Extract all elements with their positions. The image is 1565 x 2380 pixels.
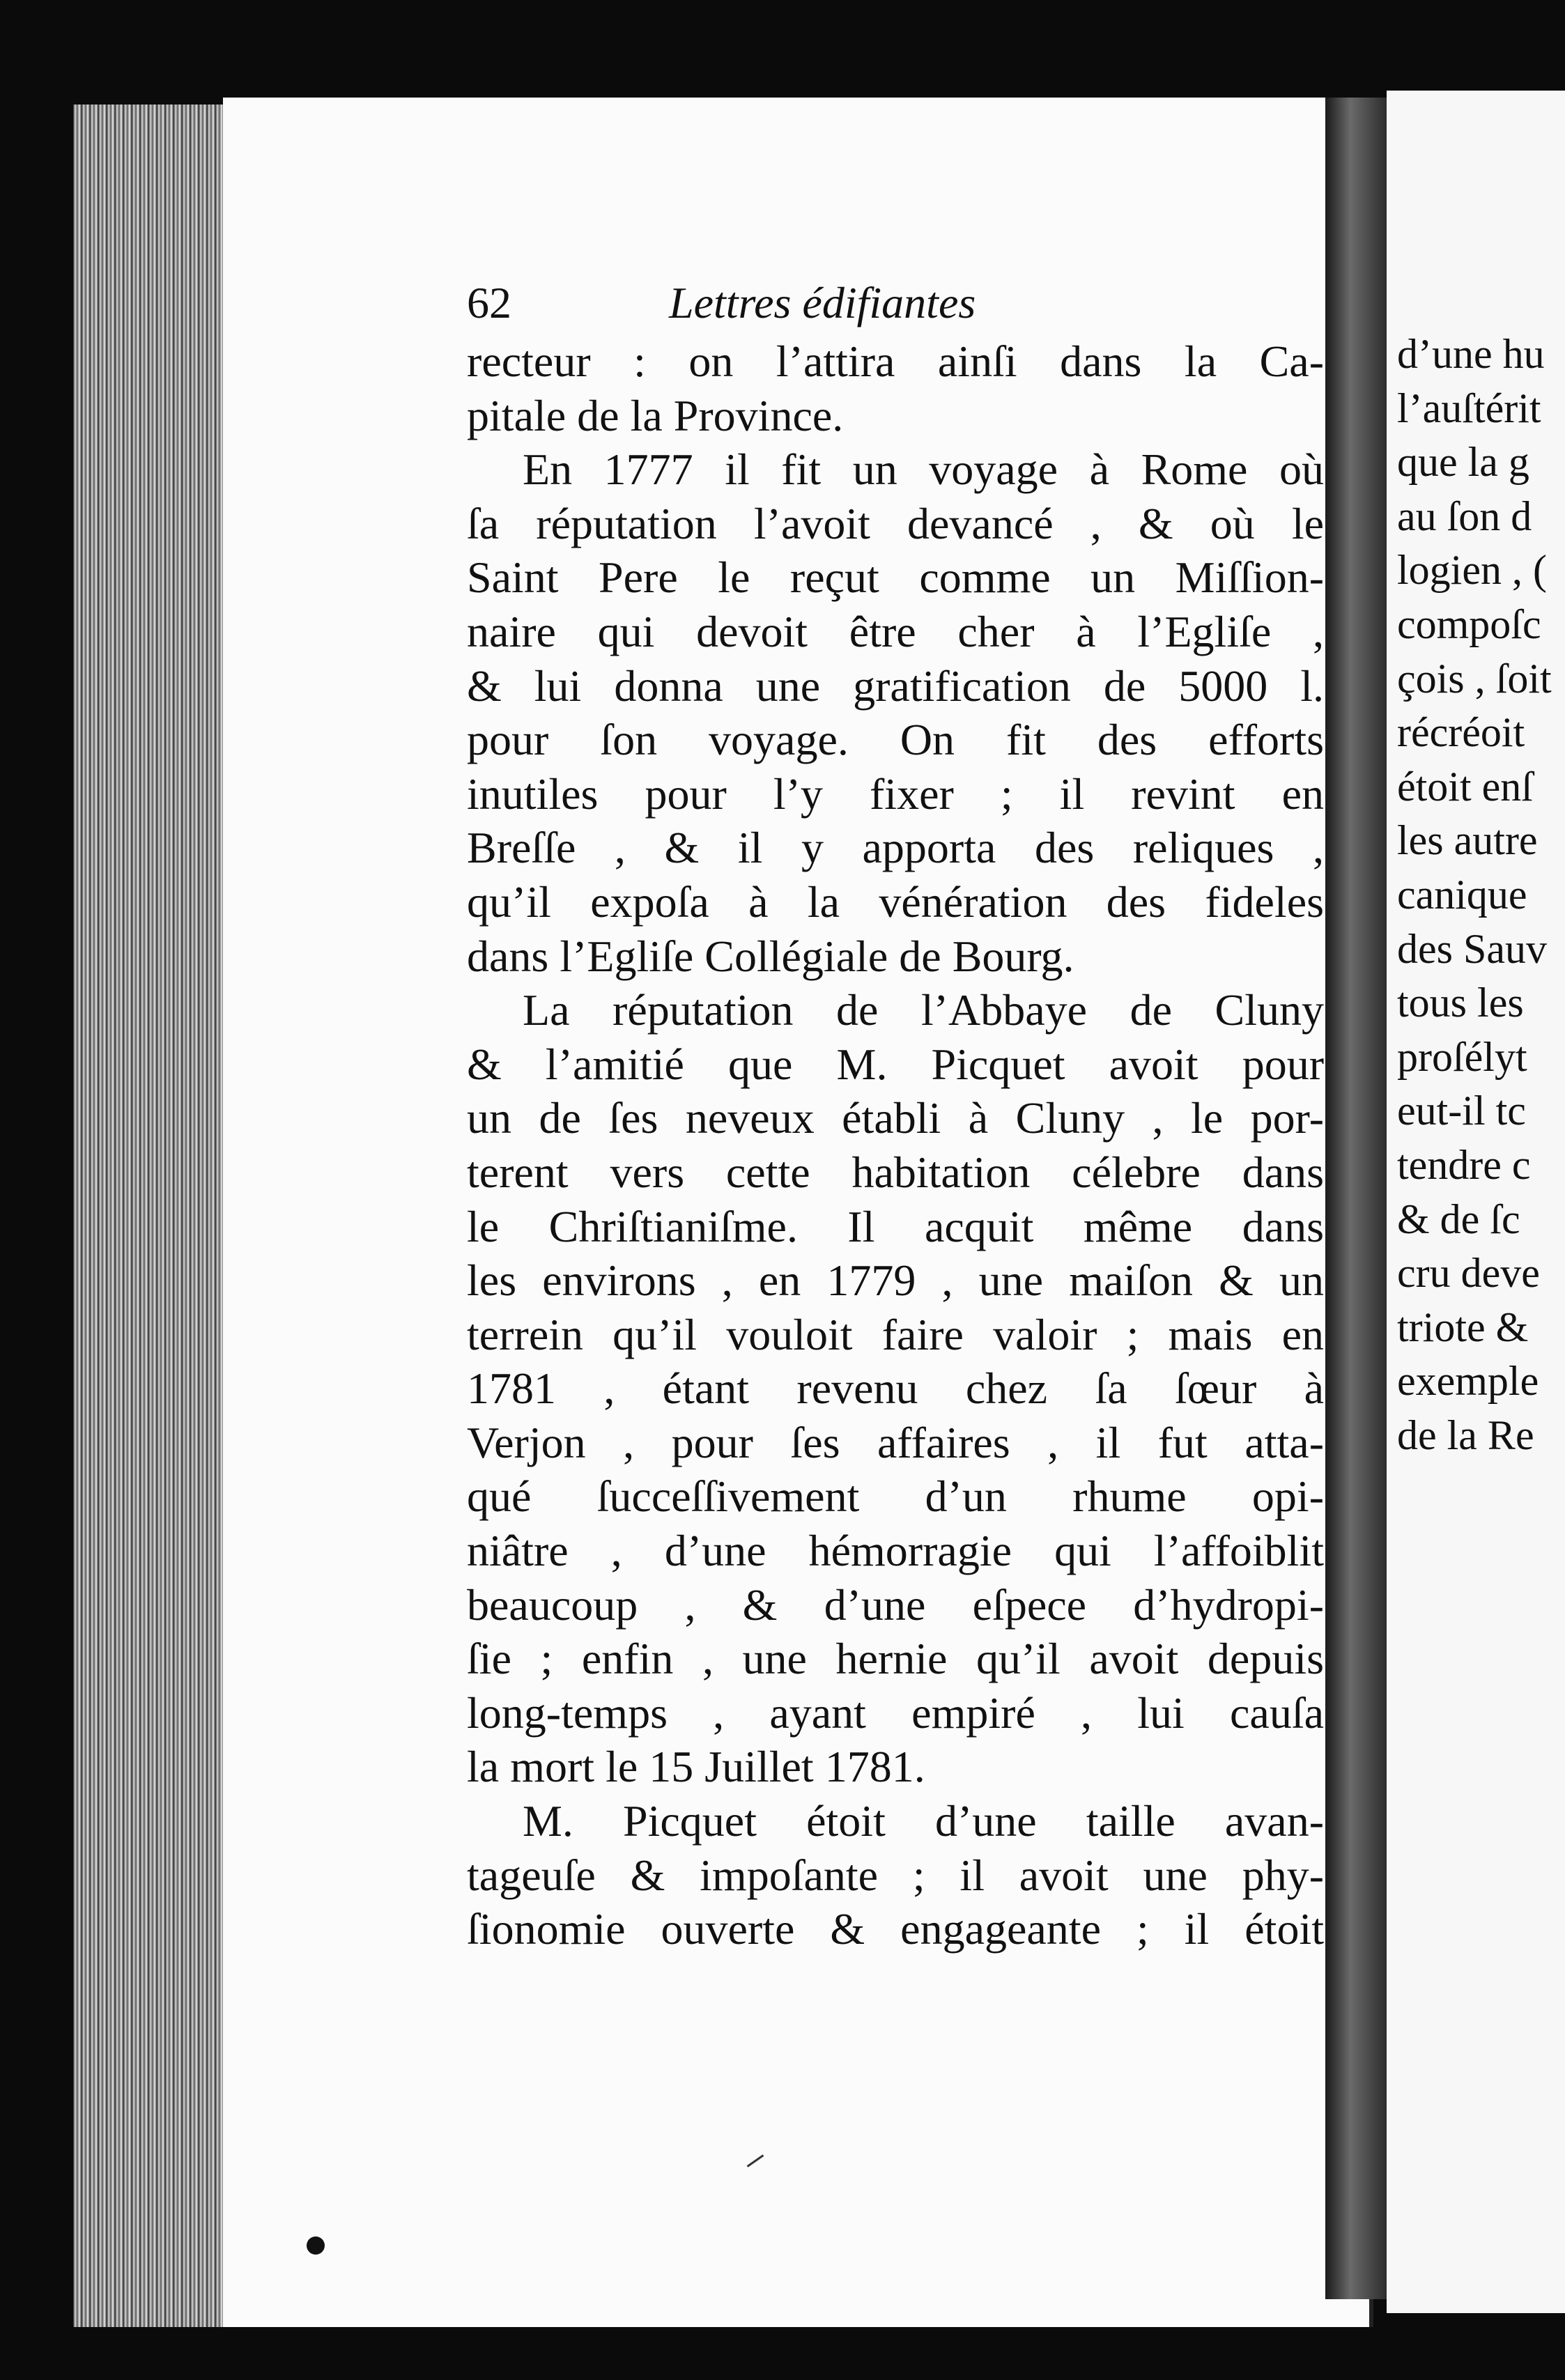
facing-text-line: & de ſc <box>1397 1196 1520 1242</box>
facing-text-line: cru deve <box>1397 1250 1540 1297</box>
text-line: ſie ; enfin , une hernie qu’il avoit depuis <box>467 1634 1324 1684</box>
text-line: terrein qu’il vouloit faire valoir ; mais en <box>467 1309 1324 1359</box>
ink-blot <box>307 2236 325 2255</box>
text-line: La réputation de l’Abbaye de Cluny <box>523 985 1324 1035</box>
text-line: la mort le 15 Juillet 1781. <box>467 1742 925 1792</box>
facing-text-line: étoit enſ <box>1397 763 1533 810</box>
facing-text-line: de la Re <box>1397 1412 1534 1458</box>
page-edges <box>73 105 247 2327</box>
text-line: ſionomie ouverte & engageante ; il étoit <box>467 1904 1324 1954</box>
running-header <box>467 272 1324 334</box>
text-line: 1781 , étant revenu chez ſa ſœur à <box>467 1363 1324 1414</box>
facing-text-line: exemple <box>1397 1358 1539 1405</box>
facing-text-line: logien , ( <box>1397 547 1547 594</box>
left-page-text <box>467 272 1324 1956</box>
facing-text-line: canique <box>1397 871 1527 918</box>
text-line: Breſſe , & il y apporta des reliques , <box>467 823 1324 873</box>
text-line: inutiles pour l’y fixer ; il revint en <box>467 768 1324 819</box>
text-line: qué ſucceſſivement d’un rhume opi- <box>467 1471 1324 1522</box>
text-line: ſa réputation l’avoit devancé , & où le <box>467 498 1324 548</box>
text-line: terent vers cette habitation célebre dans <box>467 1147 1324 1197</box>
text-line: En 1777 il fit un voyage à Rome où <box>523 445 1324 495</box>
facing-text-line: récréoit <box>1397 709 1525 756</box>
text-line: & l’amitié que M. Picquet avoit pour <box>467 1039 1324 1089</box>
text-line: qu’il expoſa à la vénération des fideles <box>467 876 1324 927</box>
facing-text-line: proſélyt <box>1397 1033 1527 1080</box>
facing-text-line: tendre c <box>1397 1141 1531 1188</box>
text-line: Saint Pere le reçut comme un Miſſion- <box>467 552 1324 603</box>
facing-page-text <box>1397 327 1565 1462</box>
text-line: M. Picquet étoit d’une taille avan- <box>523 1796 1324 1846</box>
text-line: Verjon , pour ſes affaires , il fut atta- <box>467 1417 1324 1467</box>
facing-text-line: l’auſtérit <box>1397 385 1541 431</box>
text-line: pitale de la Province. <box>467 390 844 440</box>
facing-text-line: eut-il tc <box>1397 1088 1526 1134</box>
facing-text-line: compoſc <box>1397 601 1541 647</box>
text-line: naire qui devoit être cher à l’Egliſe , <box>467 606 1324 656</box>
text-line: tageuſe & impoſante ; il avoit une phy- <box>467 1850 1324 1900</box>
text-line: & lui donna une gratification de 5000 l. <box>467 660 1324 711</box>
facing-text-line: d’une hu <box>1397 331 1545 377</box>
facing-text-line: au ſon d <box>1397 493 1532 539</box>
text-line: pour ſon voyage. On fit des efforts <box>467 715 1324 765</box>
facing-text-line: triote & <box>1397 1304 1529 1350</box>
text-line: long-temps , ayant empiré , lui cauſa <box>467 1687 1324 1738</box>
page-number: 62 <box>467 278 511 327</box>
text-line: niâtre , d’une hémorragie qui l’affoiblit <box>467 1526 1324 1576</box>
text-line: les environs , en 1779 , une maiſon & un <box>467 1255 1324 1306</box>
facing-text-line: tous les <box>1397 980 1524 1026</box>
text-line: dans l’Egliſe Collégiale de Bourg. <box>467 931 1074 981</box>
book-gutter <box>1325 98 1388 2299</box>
text-line: le Chriſtianiſme. Il acquit même dans <box>467 1201 1324 1251</box>
facing-text-line: çois , ſoit <box>1397 655 1552 702</box>
text-line: beaucoup , & d’une eſpece d’hydropi- <box>467 1579 1324 1630</box>
text-line: un de ſes neveux établi à Cluny , le por- <box>467 1093 1324 1143</box>
running-title: Lettres édifiantes <box>669 278 976 327</box>
facing-text-line: les autre <box>1397 817 1538 864</box>
facing-text-line: des Sauv <box>1397 925 1547 972</box>
facing-text-line: que la g <box>1397 439 1529 486</box>
text-line: recteur : on l’attira ainſi dans la Ca- <box>467 337 1324 386</box>
